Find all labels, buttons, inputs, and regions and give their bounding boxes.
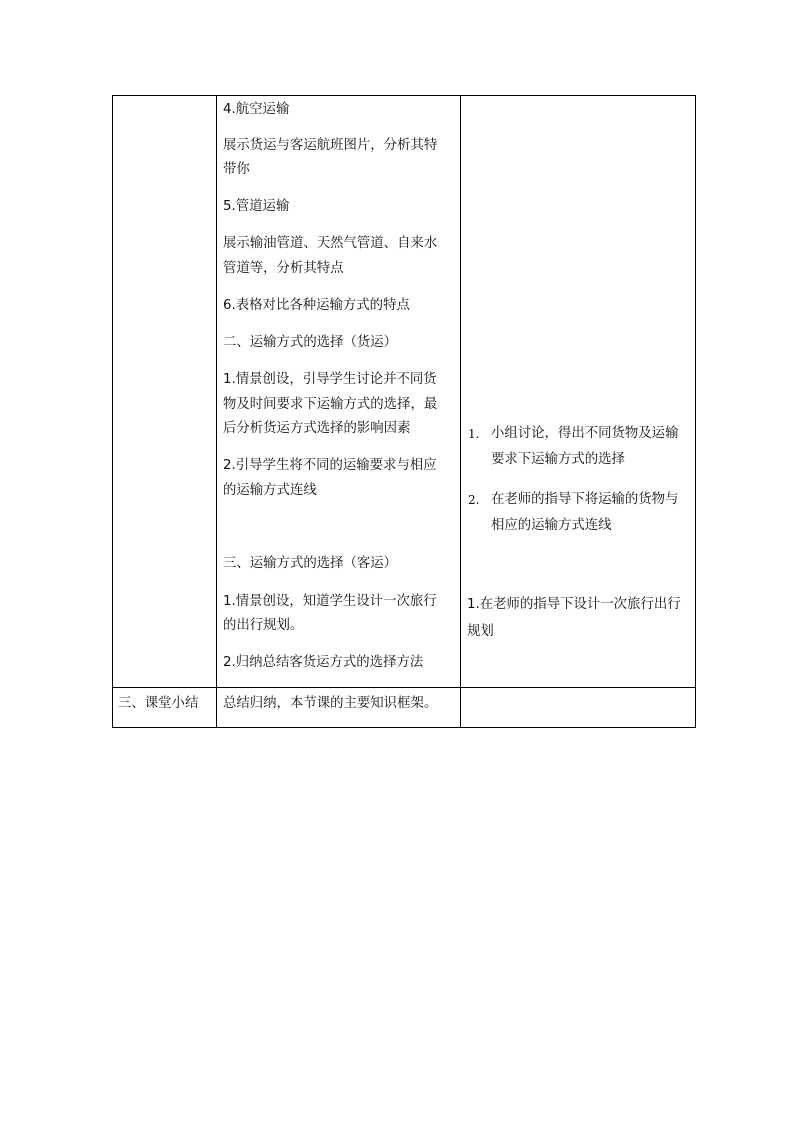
table-border-bottom [112,727,696,728]
right-line: 规划 [467,624,494,639]
table-border-right [695,95,696,728]
row-divider [112,687,696,688]
summary-content: 总结归纳，本节课的主要知识框架。 [223,696,438,711]
column-divider-1 [216,95,217,728]
mid-line: 6.表格对比各种运输方式的特点 [223,298,410,313]
list-item-line: 小组讨论，得出不同货物及运输 [491,426,679,441]
column-divider-2 [460,95,461,728]
lesson-plan-table [112,95,696,727]
right-line: 1.在老师的指导下设计一次旅行出行 [467,597,681,612]
summary-label: 三、课堂小结 [118,696,199,711]
mid-line: 1.情景创设，引导学生讨论并不同货 [223,372,437,387]
mid-line: 的出行规划。 [223,618,304,633]
mid-line: 5.管道运输 [223,199,290,214]
list-number: 2. [468,493,480,507]
mid-line: 展示货运与客运航班图片，分析其特 [223,138,438,153]
mid-line: 1.情景创设，知道学生设计一次旅行 [223,594,437,609]
table-border-left [112,95,113,728]
mid-line: 展示输油管道、天然气管道、自来水 [223,236,438,251]
list-item-line: 相应的运输方式连线 [491,518,612,533]
table-border-top [112,95,696,96]
mid-line: 物及时间要求下运输方式的选择，最 [223,397,438,412]
mid-line: 带你 [223,162,250,177]
mid-line: 二、运输方式的选择（货运） [223,335,398,350]
mid-line: 2.归纳总结客货运方式的选择方法 [223,655,424,670]
list-item-line: 在老师的指导下将运输的货物与 [491,492,679,507]
mid-line: 2.引导学生将不同的运输要求与相应 [223,458,437,473]
mid-line: 4.航空运输 [223,102,290,117]
mid-line: 三、运输方式的选择（客运） [223,556,398,571]
list-item-line: 要求下运输方式的选择 [491,452,625,467]
list-number: 1. [468,427,480,441]
mid-line: 管道等，分析其特点 [223,261,344,276]
mid-line: 的运输方式连线 [223,483,317,498]
mid-line: 后分析货运方式选择的影响因素 [223,421,411,436]
